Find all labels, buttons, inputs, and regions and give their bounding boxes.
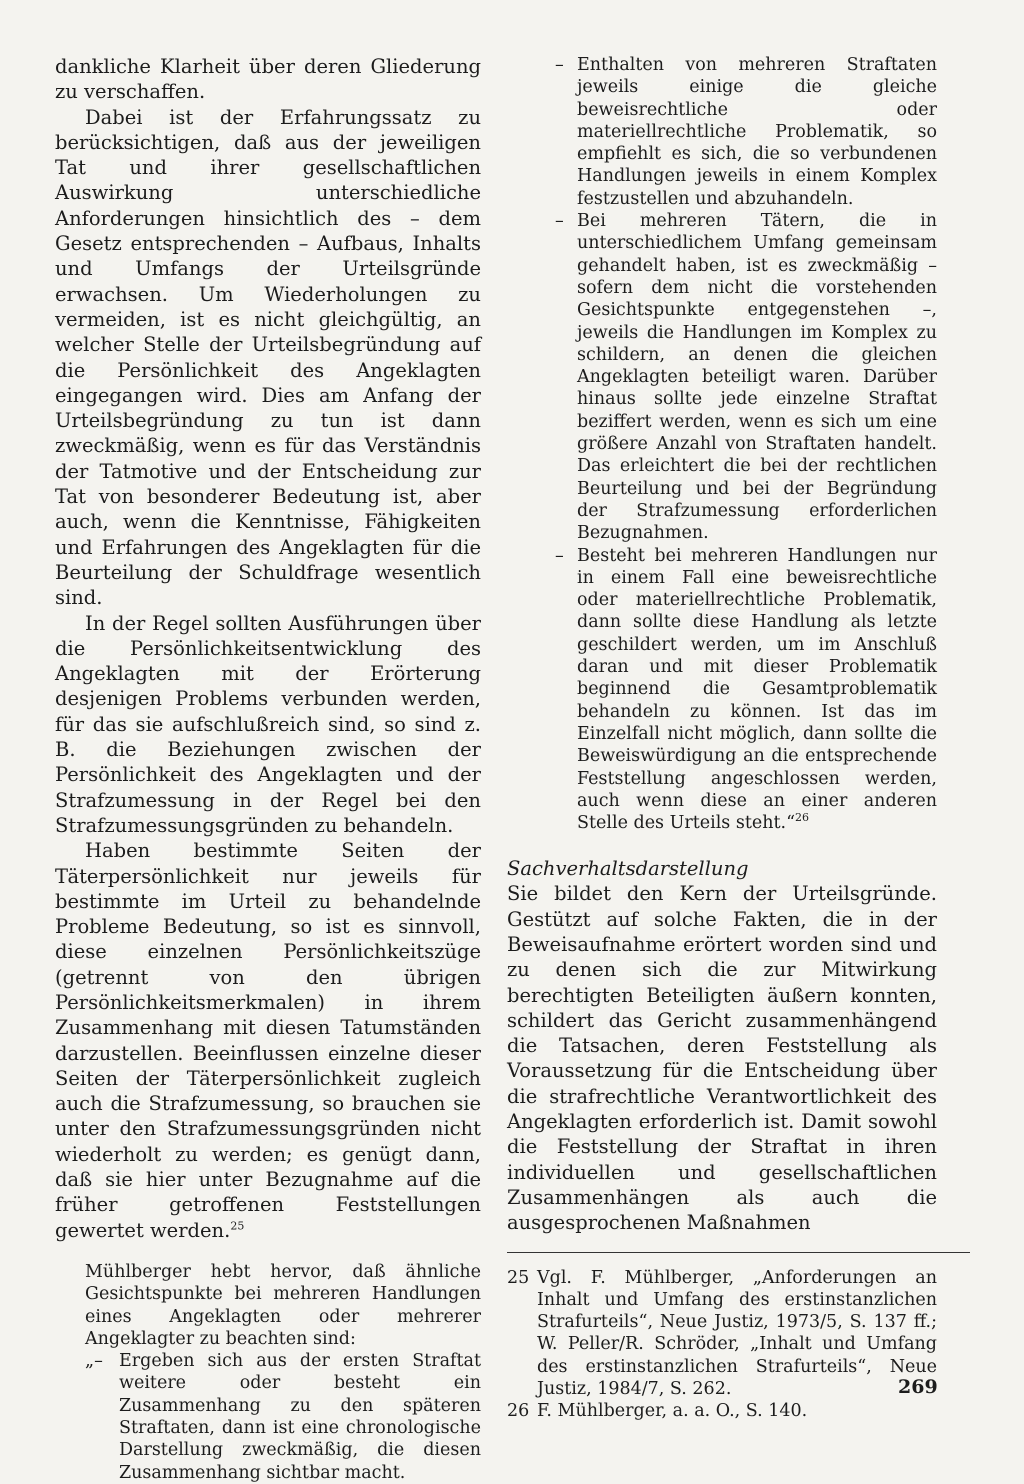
- page-number: 269: [898, 1376, 938, 1398]
- list-dash: –: [555, 211, 564, 232]
- left-body: [55, 54, 481, 1243]
- footnote-26: [507, 1400, 937, 1422]
- list-item: [507, 210, 937, 544]
- paragraph-persoenlichkeitsentwicklung: In der Regel sollten Ausführungen über die Persönlichkeitsentwicklung des Angeklagten mit der Erörterung desjenigen Problems verbunden werden, für das sie aufschlußreich sind, so sind z. B. die Beziehungen zwischen der Persönlichkeit des Angeklagten und der Strafzumessung in der Regel bei den Strafzumessungsgründen zu behandeln.: [55, 611, 481, 837]
- quotation-list-continued: [507, 54, 937, 834]
- footnotes: [507, 1267, 937, 1423]
- quotation-item-text: Ergeben sich aus der ersten Straftat weitere oder besteht ein Zusammenhang zu den späteren Straftaten, dann ist eine chronologische Darstellung zweckmäßig, die diesen Zusammenhang sichtbar macht.: [119, 1351, 481, 1483]
- section-sachverhalt: [507, 856, 937, 1235]
- left-column: [55, 54, 481, 1484]
- list-item-text: Enthalten von mehreren Straftaten jeweils einige die gleiche beweisrechtliche oder materiellrechtliche Problematik, so empfiehlt es sich, die so verbundenen Handlungen jeweils in einem Komplex festzustellen und abzuhandeln.: [577, 55, 937, 209]
- list-dash: –: [555, 545, 564, 566]
- list-dash: –: [555, 55, 564, 75]
- footnote-number: 25: [507, 1267, 530, 1288]
- footnote-ref-25: 25: [230, 1219, 245, 1233]
- list-item: [507, 545, 937, 835]
- section-paragraph: Sie bildet den Kern der Urteilsgründe. Gestützt auf solche Fakten, die in der Beweisaufnahme erörtert worden sind und zu denen sich die zur Mitwirkung berechtigten Beteiligten äußern konnten, schildert das Gericht zusammenhängend die Tatsachen, deren Feststellung als Voraussetzung für die Entscheidung über die strafrechtliche Verantwortlichkeit des Angeklagten erforderlich ist. Damit sowohl die Feststellung der Straftat in ihren individuellen und gesellschaftlichen Zusammenhängen als auch die ausgesprochenen Maßnahmen: [507, 882, 937, 1235]
- paragraph-continuation: dankliche Klarheit über deren Gliederung zu verschaffen.: [55, 55, 481, 104]
- section-heading: Sachverhaltsdarstellung: [507, 857, 749, 881]
- right-column: [507, 54, 937, 1423]
- quotation-item-1: [55, 1350, 481, 1484]
- list-item-text: Bei mehreren Tätern, die in unterschiedlichem Umfang gemeinsam gehandelt haben, ist es zweckmäßig – sofern dem nicht die vorstehenden Gesichtspunkte entgegenstehen –, jeweils die Handlungen im Komplex zu schildern, an denen die gleichen Angeklagten beteiligt waren. Darüber hinaus sollte jede einzelne Straftat beziffert werden, wenn es sich um eine größere Anzahl von Straftaten handelt. Das erleichtert die bei der rechtlichen Beurteilung und bei der Begründung der Strafzumessung erforderlichen Bezugnahmen.: [577, 211, 937, 544]
- list-item-text: [577, 545, 937, 835]
- footnote-divider: [507, 1252, 970, 1253]
- quotation-intro: Mühlberger hebt hervor, daß ähnliche Gesichtspunkte bei mehreren Handlungen eines Angeklagten oder mehrerer Angeklagter zu beachten sind:: [85, 1261, 481, 1349]
- paragraph-erfahrungssatz: Dabei ist der Erfahrungssatz zu berücksichtigen, daß aus der jeweiligen Tat und ihrer gesellschaftlichen Auswirkung unterschiedliche Anforderungen hinsichtlich des – dem Gesetz entsprechenden – Aufbaus, Inhalts und Umfangs der Urteilsgründe erwachsen. Um Wiederholungen zu vermeiden, ist es nicht gleichgültig, an welcher Stelle der Urteilsbegründung auf die Persönlichkeit des Angeklagten eingegangen wird. Dies am Anfang der Urteilsbegründung zu tun ist dann zweckmäßig, wenn es für das Verständnis der Tatmotive und der Entscheidung zur Tat von besonderer Bedeutung ist, aber auch, wenn die Kenntnisse, Fähigkeiten und Erfahrungen des Angeklagten für die Beurteilung der Schuldfrage wesentlich sind.: [55, 105, 481, 610]
- list-item-text-body: Besteht bei mehreren Handlungen nur in einem Fall eine beweisrechtliche oder materiellrechtliche Problematik, dann sollte diese Handlung als letzte geschildert werden, um im Anschluß daran und mit dieser Problematik beginnend die Gesamtproblematik behandeln zu können. Ist das im Einzelfall nicht möglich, dann sollte die Beweiswürdigung an die entsprechende Feststellung angeschlossen werden, auch wenn diese an einer anderen Stelle des Urteils steht.“: [577, 545, 937, 834]
- footnote-number: 26: [507, 1401, 530, 1422]
- quotation-dash: „–: [85, 1351, 103, 1372]
- quotation-block: [55, 1261, 481, 1484]
- list-item: [507, 54, 937, 210]
- footnote-text: F. Mühlberger, a. a. O., S. 140.: [537, 1401, 808, 1422]
- paragraph-taeterpersoenlichkeit-text: Haben bestimmte Seiten der Täterpersönlichkeit nur jeweils für bestimmte im Urteil zu behandelnde Probleme Bedeutung, so ist es sinnvoll, diese einzelnen Persönlichkeitszüge (getrennt von den übrigen Persönlichkeitsmerkmalen) in ihrem Zusammenhang mit diesen Tatumständen darzustellen. Beeinflussen einzelne dieser Seiten der Täterpersönlichkeit zugleich auch die Strafzumessung, so brauchen sie unter den Strafzumessungsgründen nicht wiederholt zu werden; es genügt dann, daß sie hier unter Bezugnahme auf die früher getroffenen Feststellungen gewertet werden.: [55, 839, 481, 1242]
- footnote-25: [507, 1267, 937, 1401]
- footnote-text: Vgl. F. Mühlberger, „Anforderungen an Inhalt und Umfang des erstinstanzlichen Strafurteils“, Neue Justiz, 1973/5, S. 137 ff.; W. Peller/R. Schröder, „Inhalt und Umfang des erstinstanzlichen Strafurteils“, Neue Justiz, 1984/7, S. 262.: [537, 1267, 937, 1400]
- footnote-ref-26: 26: [795, 811, 810, 825]
- paragraph-taeterpersoenlichkeit: [55, 838, 481, 1243]
